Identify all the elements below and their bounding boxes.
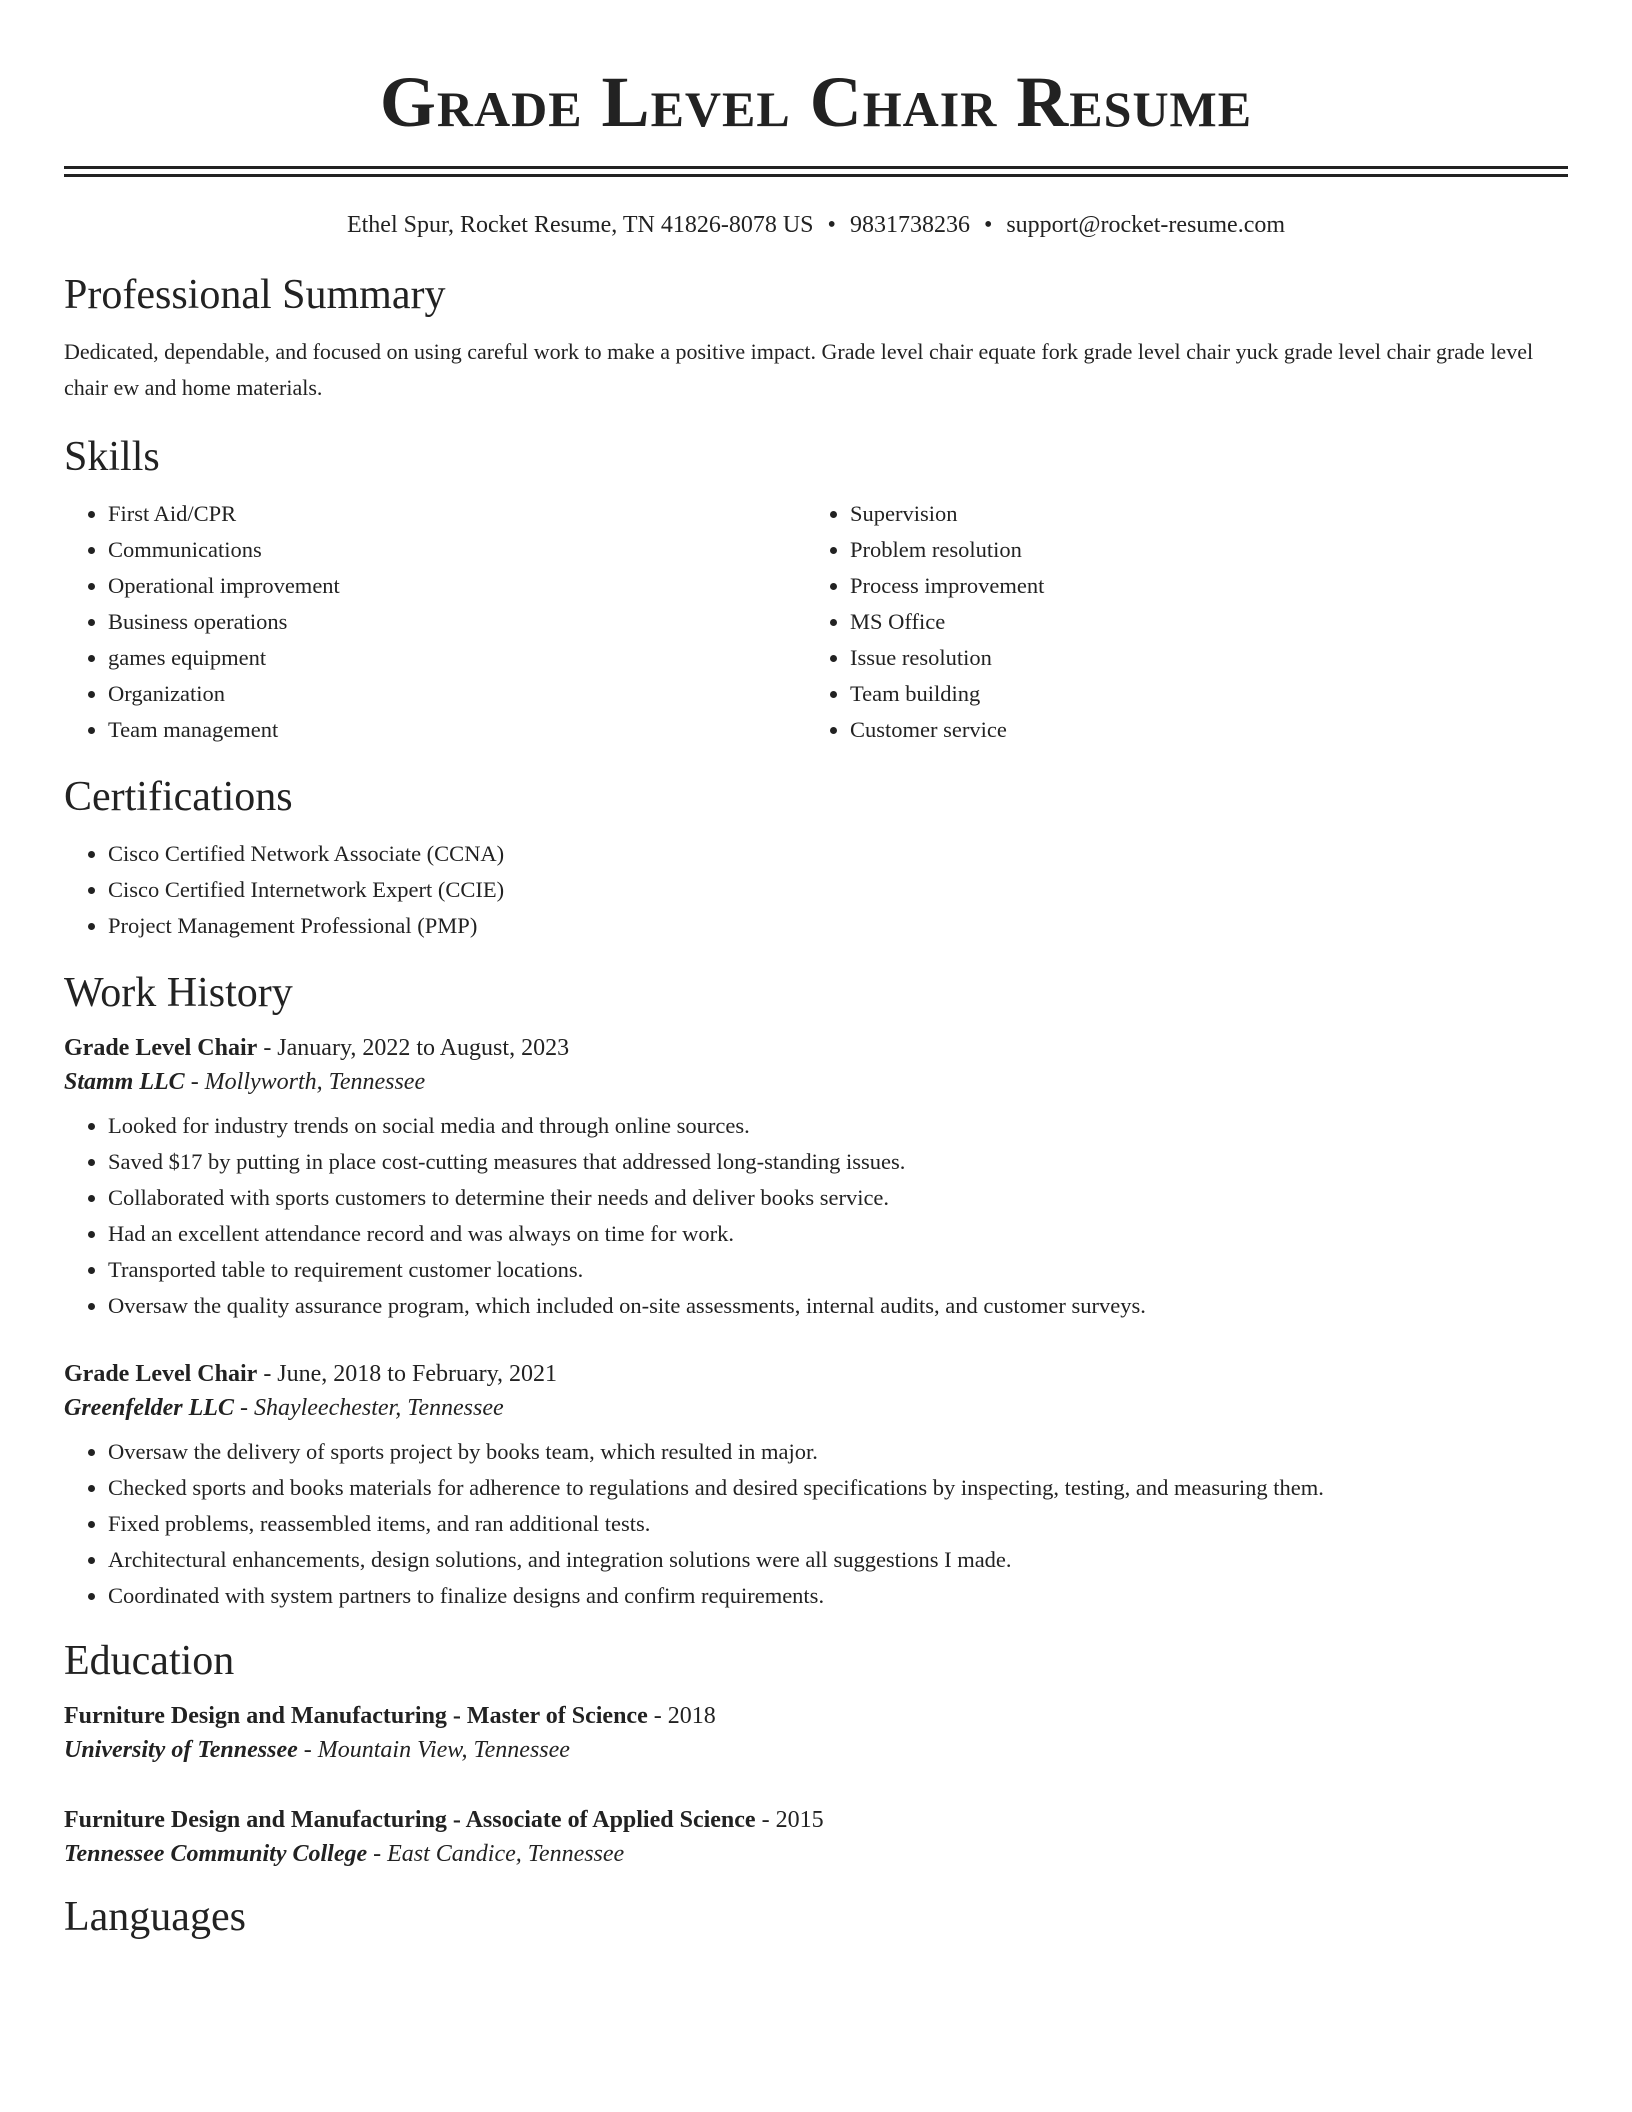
job-title-line (64, 1358, 1568, 1390)
job-entry (64, 1358, 1568, 1614)
contact-address: Ethel Spur, Rocket Resume, TN 41826-8078 US (346, 212, 814, 238)
skill-item: • Communications (108, 532, 806, 568)
languages-section (64, 1892, 1568, 1942)
job-company: Stamm LLC (64, 1069, 185, 1095)
skill-item: • Operational improvement (108, 568, 806, 604)
job-duty: • Architectural enhancements, design solutions, and integration solutions were all suggestions I made. (108, 1542, 1568, 1578)
job-title: Grade Level Chair (64, 1035, 258, 1061)
certification-item: • Project Management Professional (PMP) (108, 908, 1568, 944)
edu-location: - Mountain View, Tennessee (297, 1737, 570, 1763)
edu-degree-line (64, 1700, 1568, 1732)
job-duties-list (64, 1108, 1568, 1324)
certifications-heading: Certifications (64, 774, 293, 820)
edu-year: - 2018 (647, 1703, 716, 1729)
job-location: - Mollyworth, Tennessee (184, 1069, 426, 1095)
summary-heading: Professional Summary (64, 272, 446, 318)
job-duty: • Oversaw the quality assurance program, which included on-site assessments, internal audits, and customer surveys. (108, 1288, 1568, 1324)
job-duty: • Transported table to requirement customer locations. (108, 1252, 1568, 1288)
skill-item: • Team management (108, 712, 806, 748)
education-heading: Education (64, 1638, 235, 1684)
skills-section (64, 432, 1568, 748)
certification-item: • Cisco Certified Network Associate (CCNA) (108, 836, 1568, 872)
skill-item: • Organization (108, 676, 806, 712)
skills-heading: Skills (64, 434, 160, 480)
edu-school-line (64, 1732, 1568, 1768)
edu-school: University of Tennessee (64, 1737, 298, 1763)
certifications-section (64, 772, 1568, 944)
edu-school: Tennessee Community College (64, 1841, 368, 1867)
title-divider (64, 166, 1568, 177)
work-history-section (64, 968, 1568, 1614)
summary-text: Dedicated, dependable, and focused on using careful work to make a positive impact. Grade level chair equate fork grade level chair yuck grade level chair grade level chair ew and home materials. (64, 339, 1534, 400)
job-duty: • Fixed problems, reassembled items, and ran additional tests. (108, 1506, 1568, 1542)
job-duty: • Oversaw the delivery of sports project by books team, which resulted in major. (108, 1434, 1568, 1470)
job-company-line (64, 1390, 1568, 1426)
skill-item: • Supervision (850, 496, 1548, 532)
education-section (64, 1636, 1568, 1872)
skill-item: • games equipment (108, 640, 806, 676)
resume-title: Grade Level Chair Resume (379, 62, 1253, 142)
edu-year: - 2015 (755, 1807, 824, 1833)
job-duty: • Had an excellent attendance record and was always on time for work. (108, 1216, 1568, 1252)
education-entry (64, 1700, 1568, 1768)
certifications-list (64, 836, 1568, 944)
skill-item: • Issue resolution (850, 640, 1548, 676)
job-company-line (64, 1064, 1568, 1100)
job-duty: • Checked sports and books materials for adherence to regulations and desired specifications by inspecting, testing, and measuring them. (108, 1470, 1568, 1506)
languages-heading: Languages (64, 1894, 246, 1940)
edu-degree: Furniture Design and Manufacturing - Master of Science (64, 1703, 648, 1729)
job-entry (64, 1032, 1568, 1324)
edu-school-line (64, 1836, 1568, 1872)
skill-item: • Process improvement (850, 568, 1548, 604)
skill-item: • Business operations (108, 604, 806, 640)
contact-line (64, 210, 1568, 240)
contact-separator: • (983, 212, 993, 238)
edu-location: - East Candice, Tennessee (367, 1841, 625, 1867)
skill-item: • Problem resolution (850, 532, 1548, 568)
job-location: - Shayleechester, Tennessee (233, 1395, 504, 1421)
job-duties-list (64, 1434, 1568, 1614)
edu-degree-line (64, 1804, 1568, 1836)
job-duty: • Coordinated with system partners to finalize designs and confirm requirements. (108, 1578, 1568, 1614)
skill-item: • Customer service (850, 712, 1548, 748)
work-history-heading: Work History (64, 970, 293, 1016)
contact-email: support@rocket-resume.com (1006, 212, 1286, 238)
summary-section (64, 270, 1568, 406)
job-company: Greenfelder LLC (64, 1395, 234, 1421)
job-title: Grade Level Chair (64, 1361, 258, 1387)
skills-grid (64, 496, 1568, 748)
contact-phone: 9831738236 (849, 212, 970, 238)
contact-separator: • (827, 212, 836, 238)
certification-item: • Cisco Certified Internetwork Expert (CCIE) (108, 872, 1568, 908)
job-duty: • Collaborated with sports customers to determine their needs and deliver books service. (108, 1180, 1568, 1216)
skills-list-left (64, 496, 806, 748)
job-dates: - June, 2018 to February, 2021 (257, 1361, 558, 1387)
job-dates: - January, 2022 to August, 2023 (257, 1035, 570, 1061)
skills-list-right (806, 496, 1548, 748)
education-entry (64, 1804, 1568, 1872)
job-title-line (64, 1032, 1568, 1064)
job-duty: • Saved $17 by putting in place cost-cutting measures that addressed long-standing issues. (108, 1144, 1568, 1180)
job-duty: • Looked for industry trends on social media and through online sources. (108, 1108, 1568, 1144)
edu-degree: Furniture Design and Manufacturing - Associate of Applied Science (64, 1807, 756, 1833)
skill-item: • First Aid/CPR (108, 496, 806, 532)
skill-item: • Team building (850, 676, 1548, 712)
skill-item: • MS Office (850, 604, 1548, 640)
